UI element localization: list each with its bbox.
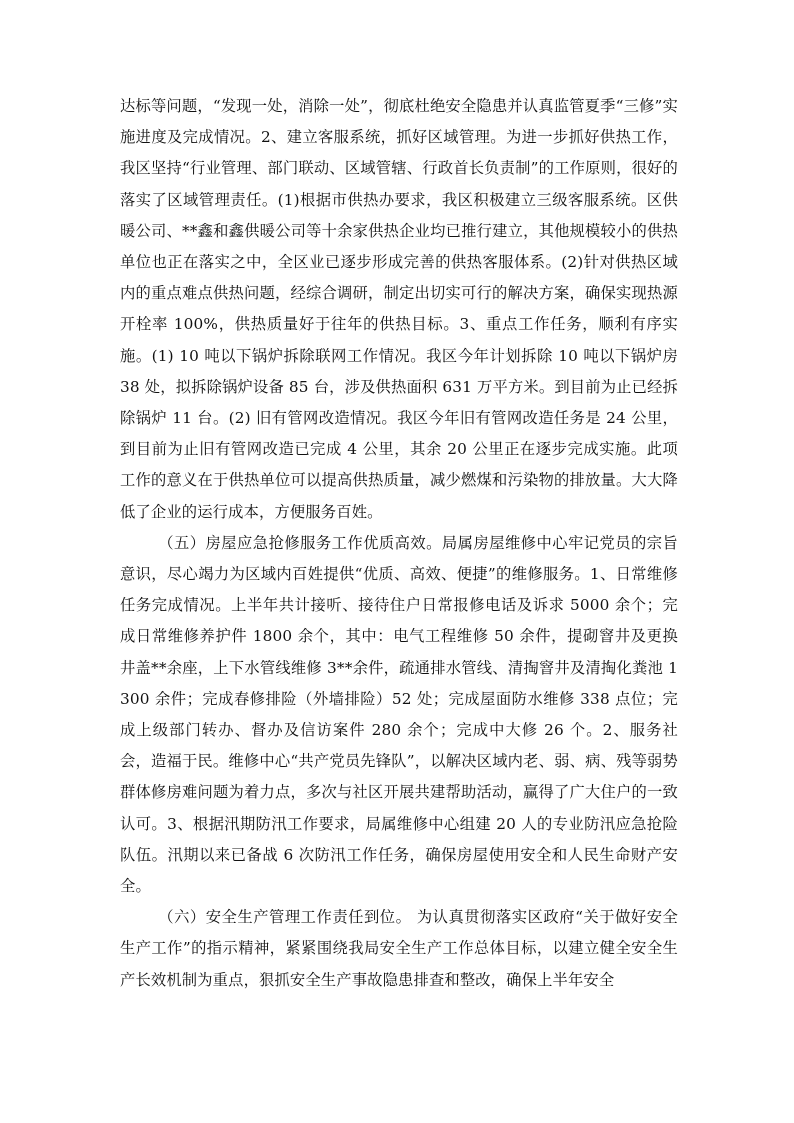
document-body	[120, 91, 678, 996]
paragraph-housing-repair: （五）房屋应急抢修服务工作优质高效。局属房屋维修中心牢记党员的宗旨意识，尽心竭力为区域内百姓提供“优质、高效、便捷”的维修服务。1、日常维修任务完成情况。上半年共计接听、接待住户日常报修电话及诉求 5000 余个；完成日常维修养护件 1800 余个，其中：电气工程维修 50 余件，提砌窨井及更换井盖**余座，上下水管线维修 3**余件，疏通排水管线、清掏窨井及清掏化粪池 1300 余件；完成春修排险（外墙排险）52 处；完成屋面防水维修 338 点位；完成上级部门转办、督办及信访案件 280 余个；完成中大修 26 个。2、服务社会，造福于民。维修中心“共产党员先锋队”，以解决区域内老、弱、病、残等弱势群体修房难问题为着力点，多次与社区开展共建帮助活动，赢得了广大住户的一致认可。3、根据汛期防汛工作要求，局属维修中心组建 20 人的专业防汛应急抢险队伍。汛期以来已备战 6 次防汛工作任务，确保房屋使用安全和人民生命财产安全。	[120, 533, 678, 896]
paragraph-heating-management: 达标等问题，“发现一处，消除一处”，彻底杜绝安全隐患并认真监管夏季“三修”实施进度及完成情况。2、建立客服系统，抓好区域管理。为进一步抓好供热工作，我区坚持“行业管理、部门联动、区域管辖、行政首长负责制”的工作原则，很好的落实了区域管理责任。(1)根据市供热办要求，我区积极建立三级客服系统。区供暖公司、**鑫和鑫供暖公司等十余家供热企业均已推行建立，其他规模较小的供热单位也正在落实之中，全区业已逐步形成完善的供热客服体系。(2)针对供热区域内的重点难点供热问题，经综合调研，制定出切实可行的解决方案，确保实现热源开栓率 100%，供热质量好于往年的供热目标。3、重点工作任务，顺利有序实施。(1) 10 吨以下锅炉拆除联网工作情况。我区今年计划拆除 10 吨以下锅炉房 38 处，拟拆除锅炉设备 85 台，涉及供热面积 631 万平方米。到目前为止已经拆除锅炉 11 台。(2) 旧有管网改造情况。我区今年旧有管网改造任务是 24 公里，到目前为止旧有管网改造已完成 4 公里，其余 20 公里正在逐步完成实施。此项工作的意义在于供热单位可以提高供热质量，减少燃煤和污染物的排放量。大大降低了企业的运行成本，方便服务百姓。	[120, 97, 678, 521]
paragraph-safety-production: （六）安全生产管理工作责任到位。 为认真贯彻落实区政府“关于做好安全生产工作”的指示精神，紧紧围绕我局安全生产工作总体目标，以建立健全安全生产长效机制为重点，狠抓安全生产事故隐患排查和整改，确保上半年安全	[120, 908, 678, 989]
